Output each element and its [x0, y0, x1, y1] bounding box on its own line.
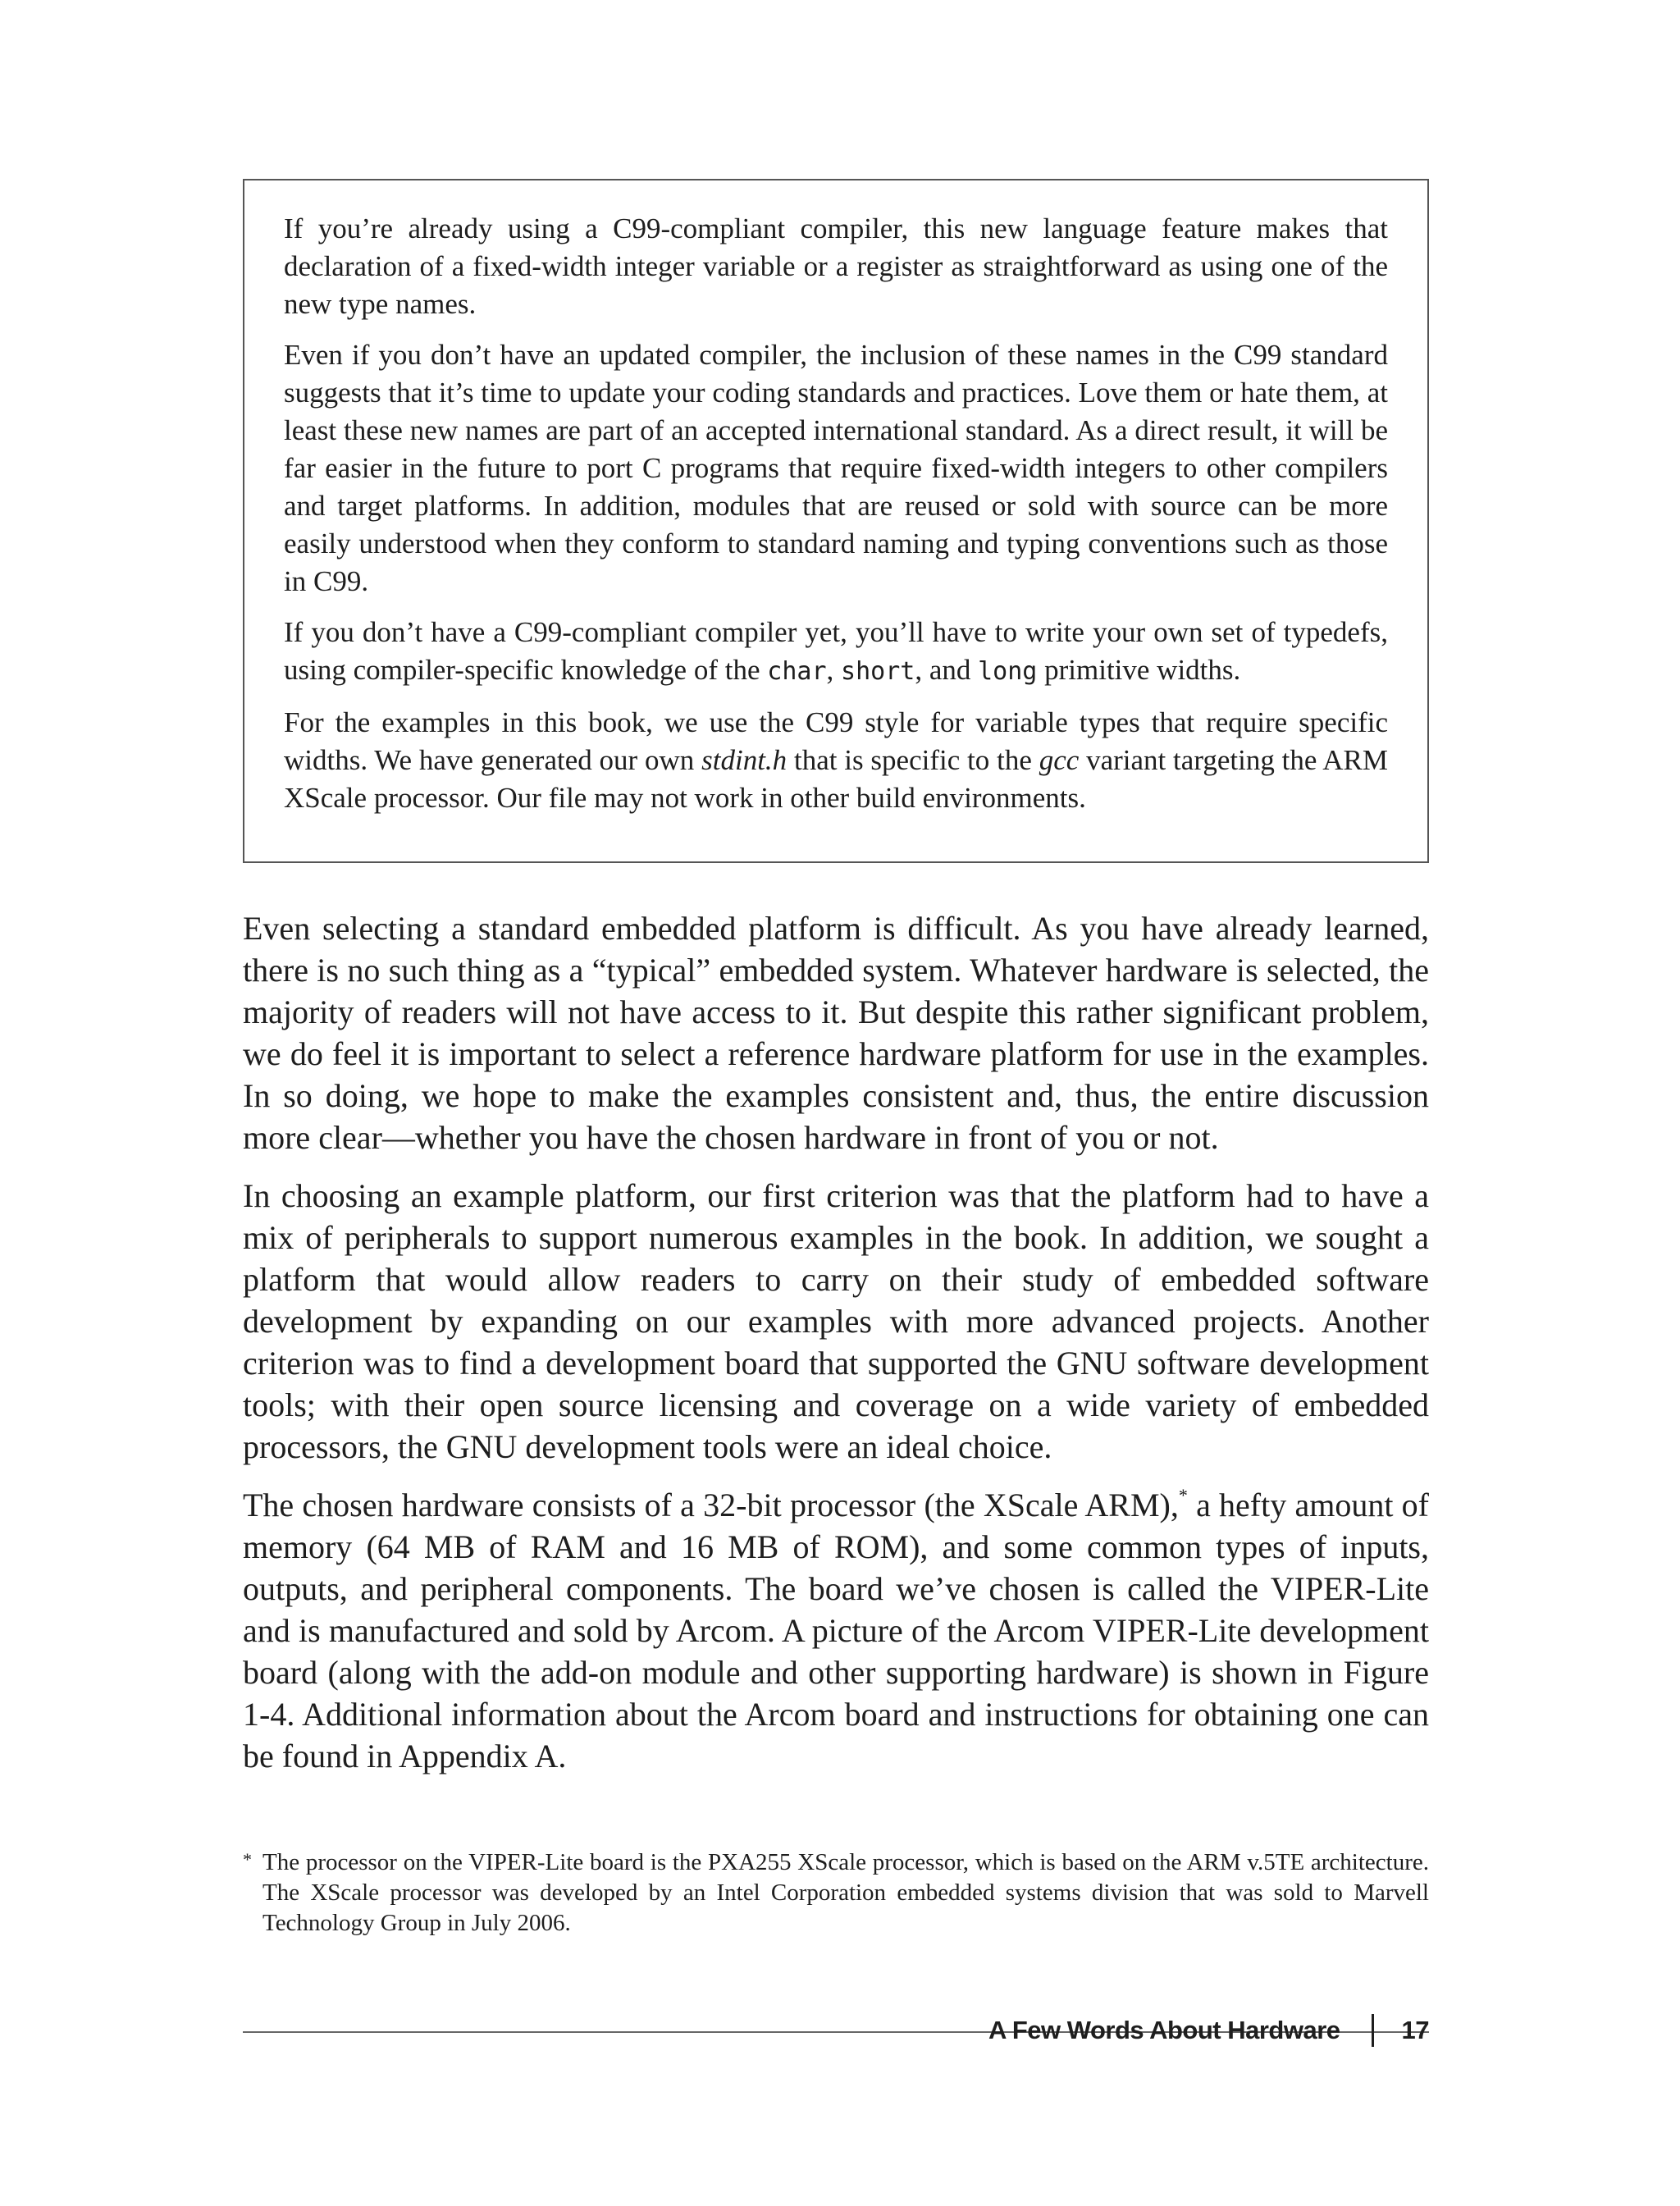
footer-separator	[1372, 2014, 1374, 2047]
footnote	[243, 1847, 1429, 1939]
sidebar-paragraph-3-text-3: , and	[915, 654, 979, 686]
page-footer	[988, 2002, 1429, 2059]
sidebar-paragraph-3-text-2: ,	[826, 654, 842, 686]
body-paragraph-3-text-1: The chosen hardware consists of a 32-bit processor (the XScale ARM),	[243, 1487, 1179, 1523]
filename-stdint: stdint.h	[701, 744, 788, 776]
body-paragraph-3	[243, 1484, 1429, 1777]
sidebar-paragraph-4-text-2: that is specific to the	[787, 744, 1039, 776]
running-footer-title: A Few Words About Hardware	[988, 2016, 1340, 2044]
footnote-mark: *	[243, 1849, 252, 1870]
body-paragraph-3-text-2: a hefty amount of memory (64 MB of RAM and 16 MB of ROM), and some common types of inputs, outputs, and peripheral components. The board we’ve chosen is called the VIPER-Lite and is manufactured and sold by Arcom. A picture of the Arcom VIPER-Lite development board (along with the add-on module and other supporting hardware) is shown in Figure 1-4. Additional information about the Arcom board and instructions for obtaining one can be found in Appendix A.	[243, 1487, 1429, 1774]
footnote-text: The processor on the VIPER-Lite board is the PXA255 XScale processor, which is based on the ARM v.5TE architecture. The XScale processor was developed by an Intel Corporation embedded systems division that was sold to Marvell Technology Group in July 2006.	[262, 1849, 1429, 1936]
body-paragraph-2: In choosing an example platform, our first criterion was that the platform had to have a mix of peripherals to support numerous examples in the book. In addition, we sought a platform that would allow readers to carry on their study of embedded software development by expanding on our examples with more advanced projects. Another criterion was to find a development board that supported the GNU software development tools; with their open source licensing and coverage on a wide variety of embedded processors, the GNU development tools were an ideal choice.	[243, 1177, 1429, 1465]
body-paragraph-1: Even selecting a standard embedded platform is difficult. As you have already learned, there is no such thing as a “typical” embedded system. Whatever hardware is selected, the majority of readers will not have access to it. But despite this rather significant problem, we do feel it is important to select a reference hardware platform for use in the examples. In so doing, we hope to make the examples consistent and, thus, the entire discussion more clear—whether you have the chosen hardware in front of you or not.	[243, 910, 1429, 1156]
main-body	[243, 907, 1429, 1793]
compiler-gcc: gcc	[1039, 744, 1080, 776]
sidebar-paragraph-2: Even if you don’t have an updated compiler, the inclusion of these names in the C99 standard suggests that it’s time to update your coding standards and practices. Love them or hate them, at least these new names are part of an accepted international standard. As a direct result, it will be far easier in the future to port C programs that require fixed-width integers to other compilers and target platforms. In addition, modules that are reused or sold with source can be more easily understood when they conform to standard naming and typing conventions such as those in C99.	[284, 339, 1388, 597]
sidebar-box	[243, 179, 1429, 863]
code-long: long	[978, 657, 1038, 686]
footnote-reference[interactable]: *	[1178, 1485, 1188, 1505]
sidebar-paragraph-3-text-1: If you don’t have a C99-compliant compiler yet, you’ll have to write your own set of typedefs, using compiler-specific knowledge of the	[284, 616, 1388, 686]
sidebar-paragraph-4-text-1: For the examples in this book, we use the C99 style for variable types that require specific widths. We have generated our own	[284, 706, 1388, 776]
code-short: short	[841, 657, 915, 686]
sidebar-paragraph-3-text-4: primitive widths.	[1037, 654, 1241, 686]
sidebar-paragraph-1: If you’re already using a C99-compliant compiler, this new language feature makes that declaration of a fixed-width integer variable or a register as straightforward as using one of the new type names.	[284, 212, 1388, 320]
sidebar-paragraph-4-text-3: variant targeting the ARM XScale processor. Our file may not work in other build environments.	[284, 744, 1389, 814]
code-char: char	[767, 657, 827, 686]
page-number: 17	[1401, 2016, 1429, 2044]
sidebar-paragraph-3	[284, 614, 1388, 691]
sidebar-paragraph-4	[284, 704, 1388, 817]
